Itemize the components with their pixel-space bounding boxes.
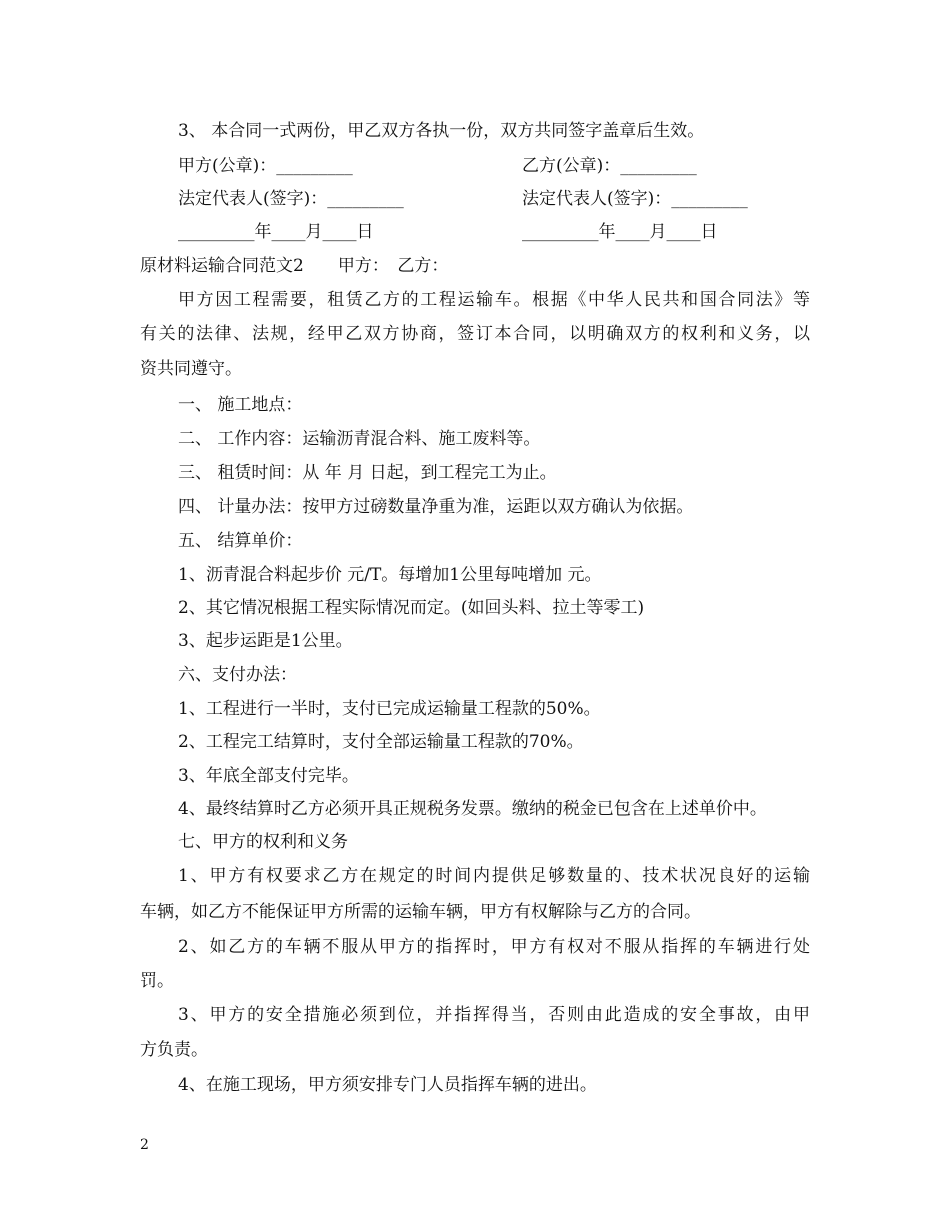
right-4: 4、在施工现场，甲方须安排专门人员指挥车辆的进出。 xyxy=(178,1075,597,1095)
section-6-item-2: 2、工程完工结算时，支付全部运输量工程款的70%。 xyxy=(178,732,584,752)
section-1: 一、 施工地点： xyxy=(178,395,303,415)
section-5-item-2: 2、其它情况根据工程实际情况而定。(如回头料、拉土等零工) xyxy=(178,598,645,618)
party-a-representative: 法定代表人(签字)：_________ xyxy=(178,189,404,209)
section-6-item-4: 4、最终结算时乙方必须开具正规税务发票。缴纳的税金已包含在上述单价中。 xyxy=(178,799,767,819)
right-3-line-1: 3、甲方的安全措施必须到位，并指挥得当，否则由此造成的安全事故，由甲 xyxy=(178,1005,810,1025)
section-7: 七、甲方的权利和义务 xyxy=(178,832,348,852)
section-4: 四、 计量办法：按甲方过磅数量净重为准，运距以双方确认为依据。 xyxy=(178,497,694,517)
section-3: 三、 租赁时间：从 年 月 日起，到工程完工为止。 xyxy=(178,463,557,483)
section-5-item-3: 3、起步运距是1公里。 xyxy=(178,631,353,651)
section-5-item-1: 1、沥青混合料起步价 元/T。每增加1公里每吨增加 元。 xyxy=(178,565,602,585)
right-1-line-2: 车辆，如乙方不能保证甲方所需的运输车辆，甲方有权解除与乙方的合同。 xyxy=(140,902,701,922)
intro-line-3: 资共同遵守。 xyxy=(140,359,242,379)
party-b-seal: 乙方(公章)：_________ xyxy=(522,156,697,176)
right-2-line-1: 2、如乙方的车辆不服从甲方的指挥时，甲方有权对不服从指挥的车辆进行处 xyxy=(178,937,810,957)
intro-line-2: 有关的法律、法规，经甲乙双方协商，签订本合同，以明确双方的权利和义务，以 xyxy=(140,324,810,344)
party-a-seal: 甲方(公章)：_________ xyxy=(178,156,353,176)
party-b-date: _________年____月____日 xyxy=(522,222,718,242)
contract-heading: 原材料运输合同范文2 甲方： 乙方： xyxy=(140,256,449,276)
page-number: 2 xyxy=(140,1137,149,1153)
section-6: 六、支付办法： xyxy=(178,665,297,685)
intro-line-1: 甲方因工程需要，租赁乙方的工程运输车。根据《中华人民共和国合同法》等 xyxy=(178,290,810,310)
section-2: 二、 工作内容：运输沥青混合料、施工废料等。 xyxy=(178,429,541,449)
section-6-item-1: 1、工程进行一半时，支付已完成运输量工程款的50%。 xyxy=(178,699,601,719)
clause-3: 3、 本合同一式两份，甲乙双方各执一份，双方共同签字盖章后生效。 xyxy=(178,121,705,141)
section-5: 五、 结算单价： xyxy=(178,531,303,551)
party-a-date: _________年____月____日 xyxy=(178,222,374,242)
party-b-representative: 法定代表人(签字)：_________ xyxy=(522,189,748,209)
right-3-line-2: 方负责。 xyxy=(140,1040,208,1060)
right-2-line-2: 罚。 xyxy=(140,971,174,991)
right-1-line-1: 1、甲方有权要求乙方在规定的时间内提供足够数量的、技术状况良好的运输 xyxy=(178,866,810,886)
section-6-item-3: 3、年底全部支付完毕。 xyxy=(178,766,359,786)
